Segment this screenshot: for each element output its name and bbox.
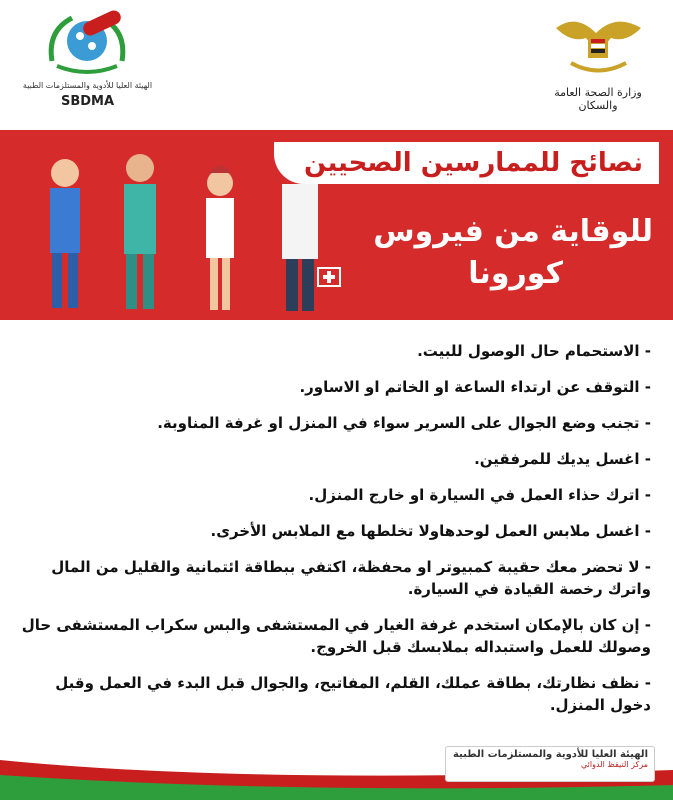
sbdma-text: SBDMA	[60, 94, 115, 109]
banner-subtitle-line2: كورونا	[468, 256, 563, 291]
yemen-eagle-logo	[533, 8, 663, 118]
tip-item: - التوقف عن ارتداء الساعة او الخاتم او الاساور.	[299, 378, 651, 396]
tip-item: - اغسل ملابس العمل لوحدهاولا تخلطها مع الملابس الأخرى.	[210, 522, 651, 540]
header	[0, 0, 673, 125]
tip-item: - نظف نظارتك، بطاقة عملك، القلم، المفاتيح، والجوال قبل البدء في العمل وقبل دخول المنزل.	[55, 674, 651, 714]
eagle-emblem-icon	[551, 8, 646, 83]
sbdma-logo	[20, 6, 155, 116]
tip-item: - تجنب وضع الجوال على السرير سواء في المنزل او غرفة المناوبة.	[157, 414, 651, 432]
footer-badge	[445, 746, 655, 782]
footer-center-name: مركز التيقظ الدوائي	[581, 760, 648, 769]
tip-item: - اغسل يديك للمرفقين.	[474, 450, 651, 468]
tip-item: - لا تحضر معك حقيبة كمبيوتر او محفظة، اكتفي ببطاقة ائتمانية والقليل من المال واترك رخصة القيادة في السيارة.	[51, 558, 651, 598]
tip-item: - الاستحمام حال الوصول للبيت.	[417, 342, 651, 360]
tip-item: - إن كان بالإمكان استخدم غرفة الغيار في المستشفى والبس سكراب المستشفى حال وصولك للعمل واستبداله بملابسك قبل الخروج.	[21, 616, 651, 656]
sbdma-arabic-name: الهيئة العليا للأدوية والمستلزمات الطبية	[22, 81, 153, 90]
sbdma-emblem-icon	[42, 6, 132, 81]
footer	[0, 730, 673, 800]
tips-list	[21, 340, 651, 730]
footer-org-name: الهيئة العليا للأدوية والمستلزمات الطبية	[452, 749, 648, 760]
banner-title: نصائح للممارسين الصحيين	[274, 142, 659, 184]
banner-subtitle-line1: للوقاية من فيروس	[373, 214, 653, 249]
title-banner	[0, 130, 673, 320]
ministry-caption: وزارة الصحة العامة والسكان	[554, 86, 642, 112]
tip-item: - اترك حذاء العمل في السيارة او خارج المنزل.	[308, 486, 651, 504]
